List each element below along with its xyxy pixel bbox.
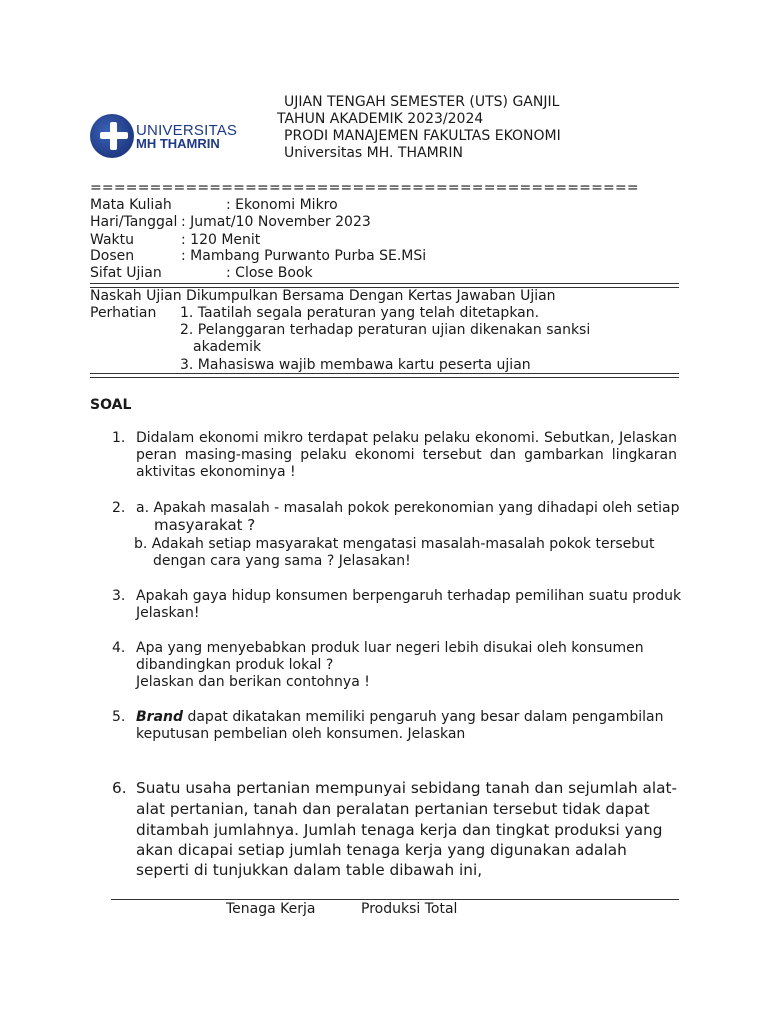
table-header-labor: Tenaga Kerja [226,901,316,917]
question-2b-line2: dengan cara yang sama ? Jelasakan! [153,553,411,569]
question-6-line1: Suatu usaha pertanian mempunyai sebidang tanah dan sejumlah alat- [136,779,678,797]
info-label-date: Hari/Tanggal [90,214,178,230]
question-2b-line1: b. Adakah setiap masyarakat mengatasi masalah-masalah pokok tersebut [134,536,655,552]
question-3-line1: Apakah gaya hidup konsumen berpengaruh terhadap pemilihan suatu produk [136,588,682,604]
question-2a-line2: masyarakat ? [154,516,256,534]
exam-title: UJIAN TENGAH SEMESTER (UTS) GANJIL [284,94,560,110]
question-5-number: 5. [112,709,126,725]
question-5-brand: Brand [136,709,184,725]
info-label-course: Mata Kuliah [90,197,172,213]
question-5-line1-rest: dapat dikatakan memiliki pengaruh yang besar dalam pengambilan [183,709,664,725]
question-5-line2: keputusan pembelian oleh konsumen. Jelaskan [136,726,466,742]
table-header-total-production: Produksi Total [361,901,458,917]
question-4-line1: Apa yang menyebabkan produk luar negeri lebih disukai oleh konsumen [136,640,644,656]
notice-item-2: 2. Pelanggaran terhadap peraturan ujian dikenakan sanksi [180,322,591,338]
question-4-line3: Jelaskan dan berikan contohnya ! [136,674,370,690]
logo-text-mh-thamrin: MH THAMRIN [136,136,220,151]
divider-bottom [90,373,679,378]
university-logo [90,114,240,162]
question-1-number: 1. [112,430,126,446]
question-4-line2: dibandingkan produk lokal ? [136,657,334,673]
info-value-time: : 120 Menit [181,232,261,248]
question-6-line3: ditambah jumlahnya. Jumlah tenaga kerja dan tingkat produksi yang [136,821,663,839]
info-label-lecturer: Dosen [90,248,135,264]
question-5-line1 [136,709,663,726]
academic-year: TAHUN AKADEMIK 2023/2024 [277,111,484,127]
question-2a-line1: a. Apakah masalah - masalah pokok perekonomian yang dihadapi oleh setiap [136,500,680,516]
separator-line: ============================================== [90,180,639,196]
table-top-rule [111,899,679,900]
question-2-number: 2. [112,500,126,516]
notice-line: Naskah Ujian Dikumpulkan Bersama Dengan Kertas Jawaban Ujian [90,288,556,304]
notice-item-3: 3. Mahasiswa wajib membawa kartu peserta ujian [180,357,531,373]
notice-item-2-cont: akademik [193,339,262,355]
university-name: Universitas MH. THAMRIN [284,145,463,161]
question-4-number: 4. [112,640,126,656]
logo-emblem-icon [90,114,134,158]
soal-heading: SOAL [90,397,132,413]
program-faculty: PRODI MANAJEMEN FAKULTAS EKONOMI [284,128,561,144]
info-label-time: Waktu [90,232,134,248]
notice-item-1: 1. Taatilah segala peraturan yang telah ditetapkan. [180,305,540,321]
question-3-line2: Jelaskan! [136,605,200,621]
question-6-line4: akan dicapai setiap jumlah tenaga kerja yang digunakan adalah [136,841,627,859]
info-value-course: : Ekonomi Mikro [226,197,338,213]
question-1-text: Didalam ekonomi mikro terdapat pelaku pelaku ekonomi. Sebutkan, Jelaskan peran masing-masing pelaku ekonomi tersebut dan gambarkan lingkaran aktivitas ekonominya ! [136,430,677,480]
info-label-exam-type: Sifat Ujian [90,265,162,281]
question-6-number: 6. [112,779,127,797]
question-6-line2: alat pertanian, tanah dan peralatan pertanian tersebut tidak dapat [136,800,650,818]
info-value-exam-type: : Close Book [226,265,313,281]
logo-text-universitas: UNIVERSITAS [136,122,238,139]
question-6-line5: seperti di tunjukkan dalam table dibawah ini, [136,861,483,879]
info-value-date: : Jumat/10 November 2023 [181,214,371,230]
notice-label: Perhatian [90,305,157,321]
info-value-lecturer: : Mambang Purwanto Purba SE.MSi [181,248,427,264]
question-3-number: 3. [112,588,126,604]
